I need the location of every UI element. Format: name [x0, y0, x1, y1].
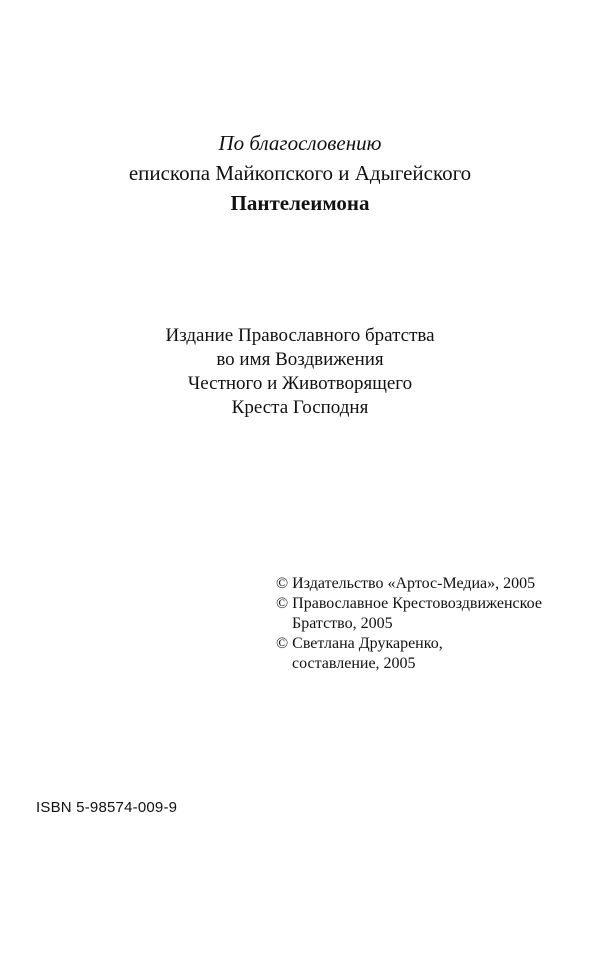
isbn-number: ISBN 5-98574-009-9 [36, 799, 178, 816]
copyright-brotherhood-cont: Братство, 2005 [292, 615, 393, 632]
edition-line: Креста Господня [231, 397, 369, 418]
blessing-block [0, 128, 600, 218]
edition-line: во имя Воздвижения [216, 349, 384, 370]
copyright-compiler-cont: составление, 2005 [292, 655, 416, 672]
copyright-publisher: © Издательство «Артос-Медиа», 2005 [276, 575, 536, 592]
bishop-title: епископа Майкопского и Адыгейского [128, 161, 472, 185]
copyright-block [276, 574, 586, 674]
edition-line: Издание Православного братства [165, 325, 435, 346]
copyright-brotherhood: © Православное Крестовоздвиженское [276, 595, 542, 612]
blessing-line: По благословению [218, 131, 382, 155]
edition-block [0, 324, 600, 420]
bishop-name: Пантелеимона [230, 191, 370, 215]
copyright-compiler: © Светлана Друкаренко, [276, 635, 443, 652]
edition-line: Честного и Животворящего [187, 373, 413, 394]
